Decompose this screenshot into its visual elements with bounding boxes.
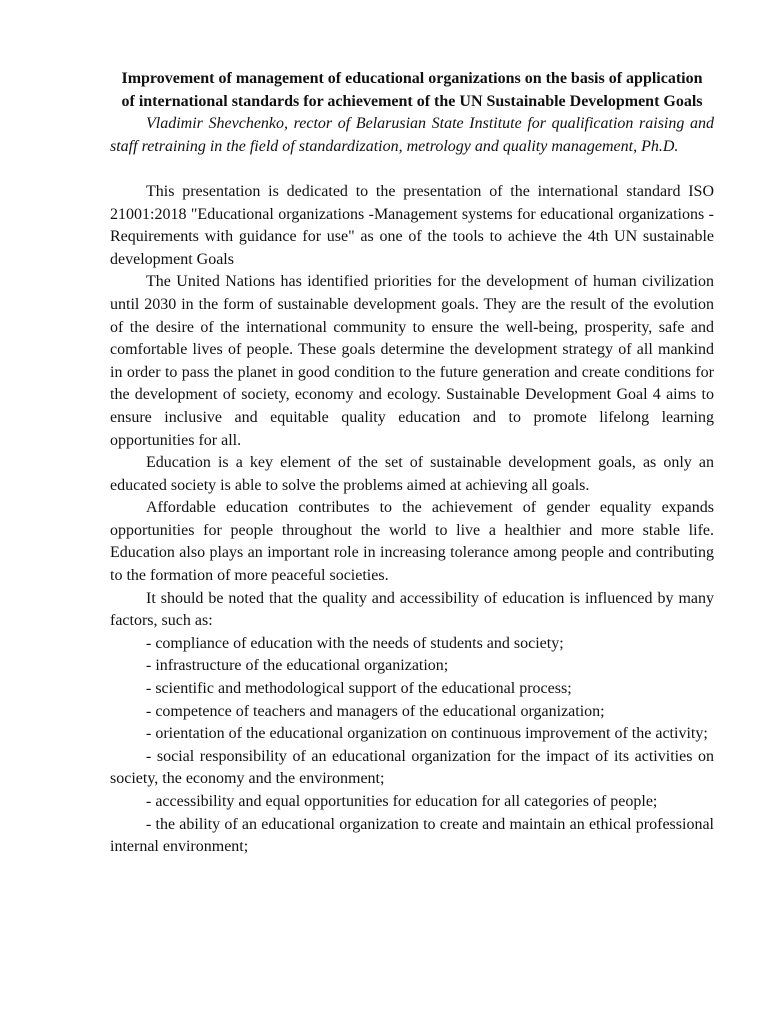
list-item: - competence of teachers and managers of the educational organization; (146, 702, 605, 720)
list-item: - infrastructure of the educational organization; (146, 657, 449, 675)
author-line: Vladimir Shevchenko, rector of Belarusian State Institute for qualification raising and staff retraining in the field of standardization, metrology and quality management, Ph.D. (110, 115, 714, 155)
blank-line (110, 158, 714, 181)
list-item: - orientation of the educational organization on continuous improvement of the activity; (146, 725, 708, 743)
factors-list (110, 633, 714, 859)
list-item: - the ability of an educational organization to create and maintain an ethical professional internal environment; (110, 815, 714, 856)
paragraph-intro: This presentation is dedicated to the presentation of the international standard ISO 21001:2018 "Educational organizations -Management systems for educational organizations - Requirements with guidance for use" as one of the tools to achieve the 4th UN sustainable development Goals (110, 182, 714, 268)
paragraph-factors-intro: It should be noted that the quality and accessibility of education is influenced by many factors, such as: (110, 589, 714, 630)
document-page (110, 68, 714, 859)
list-item: - accessibility and equal opportunities for education for all categories of people; (146, 793, 658, 810)
list-item: - scientific and methodological support of the educational process; (146, 680, 572, 698)
paragraph-education-key: Education is a key element of the set of sustainable development goals, as only an educated society is able to solve the problems aimed at achieving all goals. (110, 454, 714, 494)
paragraph-un-priorities: The United Nations has identified priorities for the development of human civilization until 2030 in the form of sustainable development goals. They are the result of the evolution of the desire of the international community to ensure the well-being, prosperity, safe and comfortable lives of people. These goals determine the development strategy of all mankind in order to pass the planet in good condition to the future generation and create conditions for the development of society, economy and ecology. Sustainable Development Goal 4 aims to ensure inclusive and equitable quality education and to promote lifelong learning opportunities for all. (110, 273, 714, 449)
paragraph-affordable-education: Affordable education contributes to the achievement of gender equality expands opportunities for people throughout the world to live a healthier and more stable life. Education also plays an important role in increasing tolerance among people and contributing to the formation of more peaceful societies. (110, 499, 714, 585)
list-item: - social responsibility of an educational organization for the impact of its activities on society, the economy and the environment; (110, 747, 714, 788)
document-title: Improvement of management of educational organizations on the basis of application of international standards for achievement of the UN Sustainable Development Goals (121, 70, 703, 110)
list-item: - compliance of education with the needs of students and society; (146, 634, 564, 652)
